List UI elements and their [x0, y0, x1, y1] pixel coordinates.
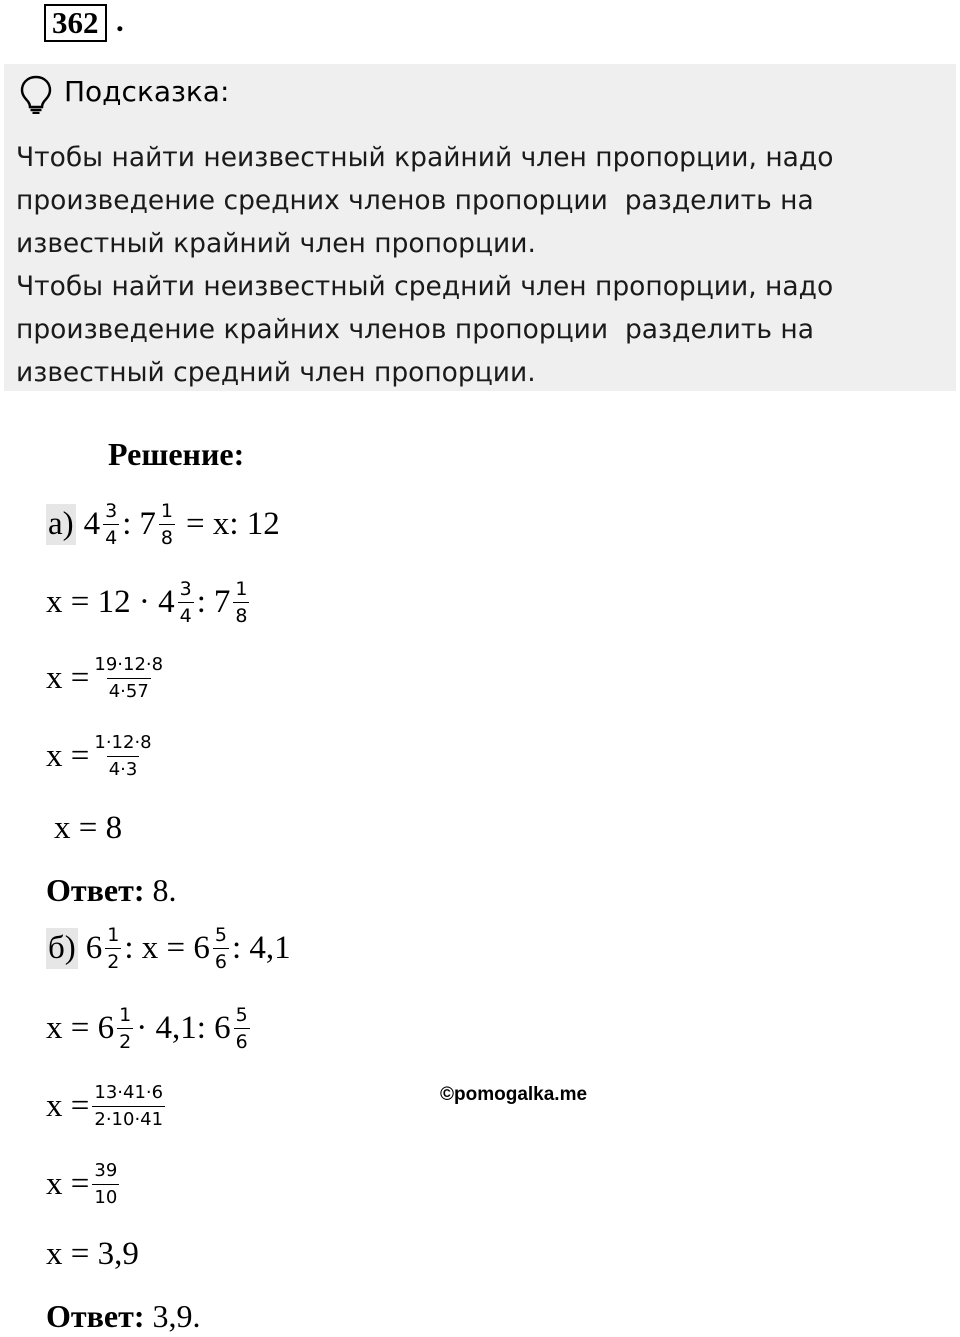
hint-line: Чтобы найти неизвестный крайний член пропорции, надо — [16, 142, 834, 173]
fraction: $\frac{1}{2}$ — [119, 1004, 132, 1053]
fraction: $\frac{1\cdot 12\cdot 8}{4\cdot 3}$ — [94, 732, 152, 780]
fraction: $\frac{5}{6}$ — [214, 924, 227, 973]
solution-title: Решение: — [108, 436, 245, 472]
equation-a-4: x = $\frac{1\cdot 12\cdot 8}{4\cdot 3}$ — [46, 732, 152, 780]
fraction: $\frac{13\cdot 41\cdot 6}{2\cdot 10\cdot 41}$ — [94, 1082, 164, 1130]
task-number-dot: . — [116, 3, 124, 38]
fraction: $\frac{19\cdot 12\cdot 8}{4\cdot 57}$ — [94, 654, 164, 702]
equation-a-3: x = $\frac{19\cdot 12\cdot 8}{4\cdot 57}$ — [46, 654, 164, 702]
answer-label: Ответ: — [46, 872, 145, 908]
hint-line: произведение средних членов пропорции разделить на — [16, 185, 814, 216]
fraction: $\frac{3}{4}$ — [105, 500, 118, 549]
task-number: 362 — [44, 4, 107, 42]
answer-label: Ответ: — [46, 1298, 145, 1334]
equation-a-1: а) 4 $\frac{3}{4}$ : 7 $\frac{1}{8}$ = x: 12 — [48, 500, 280, 549]
equation-b-1: б) 6 $\frac{1}{2}$ : x = 6 $\frac{5}{6}$ : 4,1 — [48, 924, 291, 973]
watermark: ©pomogalka.me — [440, 1084, 588, 1105]
equation-a-5: x = 8 — [54, 810, 123, 846]
answer-value: 8. — [152, 872, 177, 908]
equation-b-5: x = 3,9 — [46, 1236, 139, 1272]
lightbulb-icon — [18, 74, 54, 114]
part-a-label: а) — [46, 504, 76, 545]
fraction: $\frac{3}{4}$ — [179, 578, 192, 627]
fraction: $\frac{1}{2}$ — [107, 924, 120, 973]
hint-line: Чтобы найти неизвестный средний член пропорции, надо — [16, 271, 834, 302]
equation-b-4: x = $\frac{39}{10}$ — [46, 1160, 118, 1208]
hint-panel — [4, 64, 956, 391]
answer-b — [46, 1298, 200, 1335]
hint-line: произведение крайних членов пропорции разделить на — [16, 314, 814, 345]
fraction: $\frac{39}{10}$ — [94, 1160, 118, 1208]
hint-title: Подсказка: — [64, 75, 230, 108]
equation-b-2: x = 6 $\frac{1}{2}$ · 4,1: 6 $\frac{5}{6}$ — [46, 1004, 248, 1053]
hint-text — [16, 136, 946, 394]
fraction: $\frac{5}{6}$ — [235, 1004, 248, 1053]
answer-a — [46, 872, 176, 909]
fraction: $\frac{1}{8}$ — [235, 578, 248, 627]
equation-b-3: x = $\frac{13\cdot 41\cdot 6}{2\cdot 10\cdot 41}$ — [46, 1082, 164, 1130]
hint-line: известный средний член пропорции. — [16, 357, 536, 388]
fraction: $\frac{1}{8}$ — [160, 500, 173, 549]
equation-a-2: x = 12 · 4 $\frac{3}{4}$ : 7 $\frac{1}{8}$ — [46, 578, 248, 627]
hint-line: известный крайний член пропорции. — [16, 228, 536, 259]
answer-value: 3,9. — [152, 1298, 201, 1334]
part-b-label: б) — [46, 928, 78, 969]
